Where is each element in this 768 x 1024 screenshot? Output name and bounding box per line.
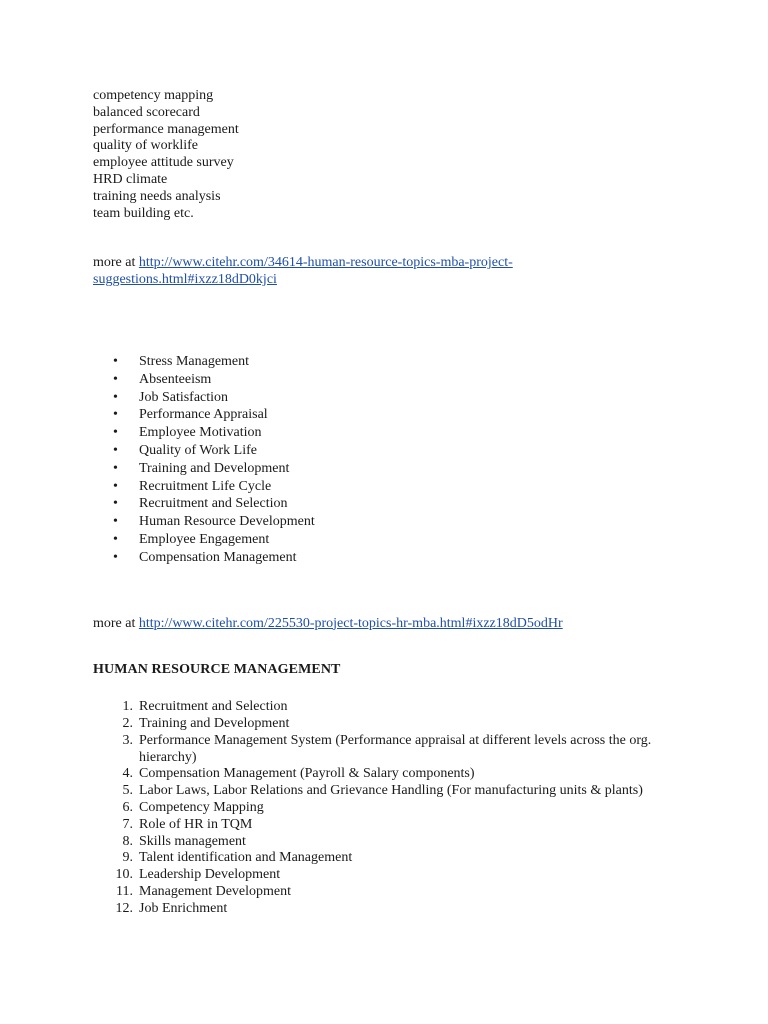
list-item <box>93 372 673 390</box>
more-at-paragraph-2 <box>93 616 673 633</box>
item-number: 4. <box>122 766 133 782</box>
intro-line: balanced scorecard <box>93 104 200 120</box>
item-number: 6. <box>122 799 133 815</box>
numbered-item <box>93 884 673 901</box>
list-item-text: Performance Appraisal <box>139 407 268 423</box>
document-page <box>93 88 673 917</box>
bulleted-topic-list <box>93 354 673 568</box>
item-text: Performance Management System (Performance appraisal at different levels across the org. hierarchy) <box>139 732 652 765</box>
numbered-item <box>93 699 673 716</box>
item-number: 2. <box>122 715 133 731</box>
more-at-paragraph-1 <box>93 255 673 289</box>
bullet-marker: • <box>113 389 118 405</box>
list-item <box>93 514 673 532</box>
numbered-item <box>93 716 673 733</box>
list-item <box>93 532 673 550</box>
item-text: Skills management <box>139 833 246 849</box>
citehr-link-1-continued[interactable]: suggestions.html#ixzz18dD0kjci <box>93 272 277 288</box>
intro-line: HRD climate <box>93 171 168 187</box>
numbered-item <box>93 800 673 817</box>
citehr-link-2[interactable]: http://www.citehr.com/225530-project-topics-hr-mba.html#ixzz18dD5odHr <box>138 615 563 631</box>
numbered-item <box>93 783 673 800</box>
item-number: 7. <box>122 816 133 832</box>
bullet-marker: • <box>113 460 118 476</box>
bullet-marker: • <box>113 478 118 494</box>
list-item <box>93 496 673 514</box>
list-item-text: Recruitment Life Cycle <box>139 478 272 494</box>
list-item-text: Employee Engagement <box>139 531 270 547</box>
list-item <box>93 390 673 408</box>
item-number: 9. <box>122 850 133 866</box>
bullet-marker: • <box>113 549 118 565</box>
item-text: Recruitment and Selection <box>139 699 288 715</box>
list-item <box>93 550 673 568</box>
numbered-item <box>93 834 673 851</box>
citehr-link-1[interactable]: http://www.citehr.com/34614-human-resource-topics-mba-project- <box>138 255 513 271</box>
list-item <box>93 461 673 479</box>
item-number: 12. <box>115 900 133 916</box>
list-item-text: Absenteeism <box>139 371 212 387</box>
numbered-item <box>93 901 673 918</box>
list-item <box>93 443 673 461</box>
list-item <box>93 479 673 497</box>
list-item-text: Training and Development <box>139 460 290 476</box>
numbered-item <box>93 766 673 783</box>
bullet-marker: • <box>113 531 118 547</box>
item-text: Compensation Management (Payroll & Salary components) <box>139 766 475 782</box>
item-text: Talent identification and Management <box>139 850 353 866</box>
bullet-marker: • <box>113 425 118 441</box>
item-number: 3. <box>122 732 133 748</box>
intro-line: team building etc. <box>93 205 194 221</box>
item-number: 11. <box>116 883 133 899</box>
bullet-marker: • <box>113 371 118 387</box>
more-at-prefix: more at <box>93 615 139 631</box>
list-item-text: Compensation Management <box>139 549 297 565</box>
intro-line: performance management <box>93 121 239 137</box>
item-number: 8. <box>122 833 133 849</box>
list-item-text: Job Satisfaction <box>139 389 229 405</box>
intro-line: competency mapping <box>93 88 214 103</box>
list-item-text: Employee Motivation <box>139 425 262 441</box>
numbered-item <box>93 850 673 867</box>
list-item-text: Human Resource Development <box>139 514 315 530</box>
bullet-marker: • <box>113 442 118 458</box>
bullet-marker: • <box>113 407 118 423</box>
bullet-marker: • <box>113 514 118 530</box>
intro-topic-list <box>93 88 673 222</box>
item-text: Labor Laws, Labor Relations and Grievance Handling (For manufacturing units & plants) <box>139 783 643 799</box>
item-text: Leadership Development <box>139 867 281 883</box>
numbered-item <box>93 817 673 834</box>
numbered-item <box>93 867 673 884</box>
section-heading: HUMAN RESOURCE MANAGEMENT <box>93 662 341 678</box>
list-item-text: Quality of Work Life <box>139 442 257 458</box>
list-item-text: Stress Management <box>139 353 250 369</box>
bullet-marker: • <box>113 353 118 369</box>
list-item-text: Recruitment and Selection <box>139 496 288 512</box>
item-text: Competency Mapping <box>139 799 264 815</box>
item-text: Management Development <box>139 883 292 899</box>
item-text: Training and Development <box>139 715 290 731</box>
intro-line: training needs analysis <box>93 188 221 204</box>
item-number: 5. <box>122 783 133 799</box>
list-item <box>93 407 673 425</box>
numbered-item <box>93 733 673 767</box>
more-at-prefix: more at <box>93 255 139 271</box>
item-number: 1. <box>122 699 133 715</box>
intro-line: quality of worklife <box>93 138 198 154</box>
intro-line: employee attitude survey <box>93 155 234 171</box>
item-text: Role of HR in TQM <box>139 816 253 832</box>
item-text: Job Enrichment <box>139 900 228 916</box>
item-number: 10. <box>115 867 133 883</box>
bullet-marker: • <box>113 496 118 512</box>
list-item <box>93 425 673 443</box>
numbered-topic-list <box>93 699 673 917</box>
list-item <box>93 354 673 372</box>
